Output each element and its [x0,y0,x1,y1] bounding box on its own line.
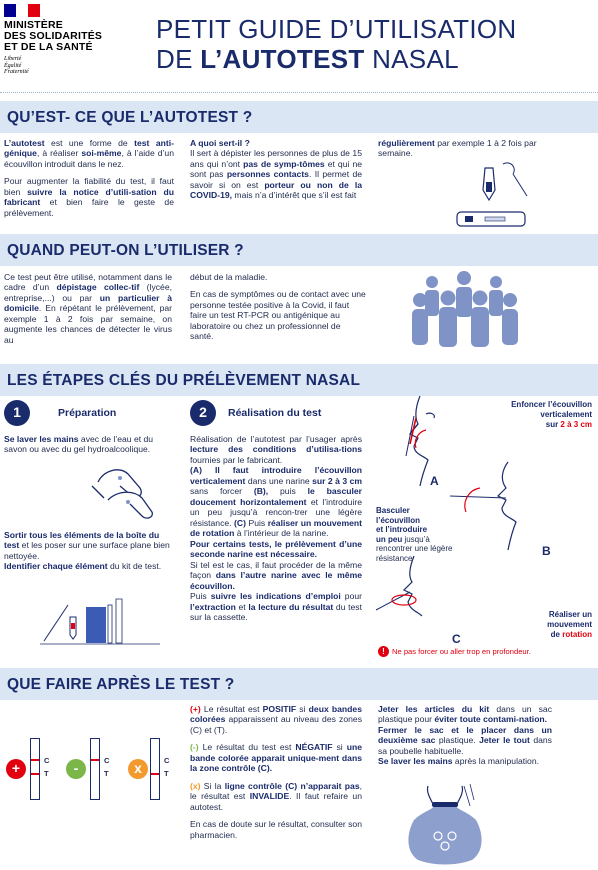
step2-number: 2 [190,400,216,426]
result-negative: (-) Le résultat du test est NÉGATIF si une bande colorée apparait unique-ment dans la zone contrôle (C). [190,742,362,774]
step1-p3: Identifier chaque élément du kit de test. [4,561,162,572]
disposal-p1: Jeter les articles du kit dans un sac plastique pour éviter toute contami-nation. [378,704,552,725]
page-title-line2 [156,44,459,76]
test-kit-illustration [455,160,550,232]
section-heading-steps: LES ÉTAPES CLÉS DU PRÉLÈVEMENT NASAL [7,372,361,389]
positive-symbol: + [6,759,26,779]
section1-col1 [4,138,174,225]
section1-col2 [190,138,362,208]
test-kit-elements-illustration [40,595,160,647]
section1-c3p1: régulièrement par exemple 1 à 2 fois par semaine. [378,138,537,159]
disposal-p2: Fermer le sac et le placer dans un deuxième sac plastique. Jeter le tout dans sa poubelle habituelle. [378,724,552,756]
section-band-after [0,668,598,700]
page-title-line1: PETIT GUIDE D’UTILISATION [156,14,517,44]
fig-label-tilt: Basculer l’écouvillon et l’introduire un peu jusqu’à rencontrer une légère résistance [376,506,453,563]
fig-label3a: Réaliser un [548,610,592,619]
ministry-name [4,20,102,53]
result-doubt: En cas de doute sur le résultat, consulter son pharmacien. [190,819,362,840]
fig-label-vertical: Enfoncer l’écouvillon verticalement sur 2 à 3 cm [410,400,592,430]
fig-letter-c: C [452,632,461,646]
fig-label3b: mouvement [547,620,592,629]
fig-label1b: verticalement [540,410,592,419]
step1-p1: Se laver les mains avec de l’eau et du savon ou avec du gel hydroalcoolique. [4,434,154,455]
washing-hands-illustration [90,460,160,522]
group-of-people-icon [410,266,520,352]
section2-c1p1: Ce test peut être utilisé, notamment dans le cadre d’un dépistage collec-tif (lycée, entreprise,...) ou par un particulier à domicile. En répétant le prélèvement, par exemple 1 à 2 fois par semaine, on augmente les chances de détecter le virus au [4,272,172,345]
section2-c2p1: début de la maladie. [190,272,268,282]
section2-col1 [4,272,172,352]
section-band-when [0,234,598,266]
result-positive: (+) Le résultat est POSITIF si deux bandes colorées apparaissent au niveau des zones (C) et (T). [190,704,362,735]
republic-motto [4,56,29,76]
step2-p4: Si tel est le cas, il faut procéder de la même façon dans l’autre narine avec le même écouvillon. [190,559,362,591]
motto-fraternite: Fraternité [4,69,29,75]
invalid-symbol: x [128,759,148,779]
section-band-steps [0,364,598,396]
step1-p2-p3 [4,530,176,572]
section-band-what [0,101,598,133]
ministry-line2: DES SOLIDARITÉS [4,30,103,42]
section1-c1p2: Pour augmenter la fiabilité du test, il faut bien suivre la notice d’utili-sation du fabricant et bien faire le geste de prélèvement. [4,176,174,218]
section4-col2 [190,704,362,847]
ministry-line3: ET DE LA SANTÉ [4,41,93,53]
cassette-invalid [150,738,160,800]
title-post: NASAL [364,44,459,74]
step2-p2: (A) Il faut introduire l’écouvillon verticalement dans une narine sur 2 à 3 cm sans forcer (B), puis le basculer doucement horizontalement et l’introduire un peu jusqu’à rencon-trer une légère résistance. (C) Puis réaliser un mouvement de rotation à l’intérieur de la narine. [190,465,362,539]
step2-text [190,434,362,623]
fig-letter-b: B [542,544,551,558]
cassette-labels-3: C T [164,756,170,778]
section1-c1p1: L’autotest est une forme de test anti-génique, à réaliser soi-même, à l’aide d’un écouvillon introduit dans le nez. [4,138,174,169]
step2-p5: Puis suivre les indications d’emploi pour l’extraction et la lecture du résultat du test sur la cassette. [190,591,363,623]
step2-title: Réalisation du test [228,407,322,419]
cassette-labels-2: C T [104,756,110,778]
republic-flag-logo [4,4,40,17]
motto-egalite: Égalité [4,62,22,69]
title-pre: DE [156,44,201,74]
result-invalid: (x) Si la ligne contrôle (C) n’apparait pas, le résultat est INVALIDE. Il faut refaire un autotest. [190,780,362,812]
cassette-negative [90,738,100,800]
trash-bag-icon [400,780,490,866]
step1-p2: Sortir tous les éléments de la boîte du test et les poser sur une surface plane bien nettoyée. [4,530,170,561]
section-heading-when: QUAND PEUT-ON L’UTILISER ? [7,242,244,259]
section1-c2p1: Il sert à dépister les personnes de plus de 15 ans qui n’ont pas de symp-tômes et qui ne sont pas personnes contacts. Il permet de savoir si on est porteur ou non de la COVID-19, mais n’a d’intérêt que s’il est fait [190,148,363,201]
section-heading-what: QU’EST- CE QUE L’AUTOTEST ? [7,109,253,126]
section2-col2 [190,272,366,349]
fig-label1a: Enfoncer l’écouvillon [511,400,592,409]
disposal-p3: Se laver les mains après la manipulation. [378,756,539,767]
motto-liberte: Liberté [4,56,22,62]
section4-col3 [378,704,552,767]
warning-text: Ne pas forcer ou aller trop en profondeur. [392,646,531,656]
step2-p1: Réalisation de l’autotest par l’usager après lecture des conditions d’utilisa-tions fournies par le fabricant. [190,434,362,465]
warning-icon: ! [378,646,389,657]
cassette-positive [30,738,40,800]
result-cassettes [0,730,180,800]
negative-symbol: - [66,759,86,779]
step1-number: 1 [4,400,30,426]
divider [0,92,598,93]
fig-label-rotation: Réaliser un mouvement de rotation [480,610,592,640]
section1-c2-title: A quoi sert-il ? [190,138,250,148]
ministry-line1: MINISTÈRE [4,19,63,31]
section-heading-after: QUE FAIRE APRÈS LE TEST ? [7,676,235,693]
step2-p3: Pour certains tests, le prélèvement d’une seconde narine est nécessaire. [190,538,362,560]
fig-letter-a: A [430,474,439,488]
step1-title: Préparation [58,407,117,419]
title-bold: L’AUTOTEST [200,44,365,74]
warning-note [378,646,596,657]
section2-c2p2: En cas de symptômes ou de contact avec une personne testée positive à la Covid, il faut faire un test RT-PCR ou antigénique au laboratoire ou chez un professionnel de santé. [190,289,366,342]
cassette-labels-1: C T [44,756,50,778]
